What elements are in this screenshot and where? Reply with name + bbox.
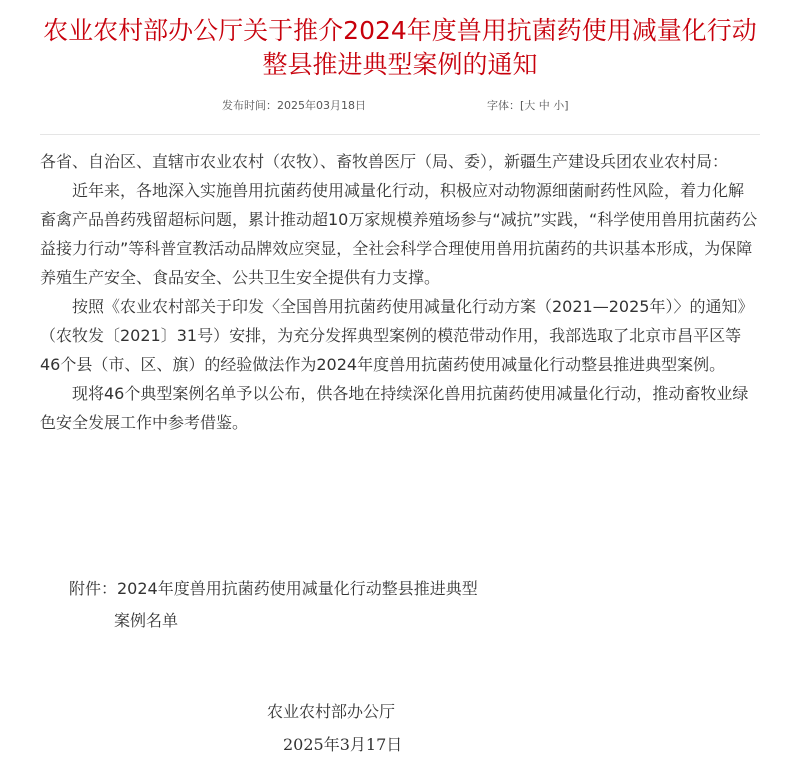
title-line-1: 农业农村部办公厅关于推介2024年度兽用抗菌药使用减量化行动 (43, 16, 757, 45)
title-line-2: 整县推进典型案例的通知 (262, 50, 538, 79)
font-size-selector (487, 97, 569, 113)
font-large-button[interactable]: 大 (524, 99, 536, 112)
publish-date-value: 2025年03月18日 (277, 99, 366, 112)
font-size-label: 字体： (487, 99, 520, 112)
article-title (0, 14, 800, 82)
paragraph-3: 现将46个典型案例名单予以公布，供各地在持续深化兽用抗菌药使用减量化行动，推动畜牧业绿色安全发展工作中参考借鉴。 (40, 384, 749, 432)
publish-date-label: 发布时间： (222, 99, 277, 112)
signature: 农业农村部办公厅 (267, 702, 396, 721)
signature-date: 2025年3月17日 (283, 735, 403, 754)
font-bracket-close: ] (564, 99, 569, 112)
paragraph-2: 按照《农业农村部关于印发〈全国兽用抗菌药使用减量化行动方案（2021—2025年）〉的通知》（农牧发〔2021〕31号）安排，为充分发挥典型案例的模范带动作用，我部选取了北京市昌平区等46个县（市、区、旗）的经验做法作为2024年度兽用抗菌药使用减量化行动整县推进典型案例。 (40, 297, 754, 374)
article-meta (0, 97, 800, 113)
salutation: 各省、自治区、直辖市农业农村（农牧）、畜牧兽医厅（局、委），新疆生产建设兵团农业农村局： (40, 152, 729, 171)
publish-date (222, 97, 366, 113)
article-body (40, 147, 758, 437)
attachment-link-continued[interactable]: 案例名单 (114, 611, 179, 630)
font-small-button[interactable]: 小 (553, 99, 565, 112)
paragraph-1: 近年来，各地深入实施兽用抗菌药使用减量化行动，积极应对动物源细菌耐药性风险，着力化解畜禽产品兽药残留超标问题，累计推动超10万家规模养殖场参与“减抗”实践，“科学使用兽用抗菌药公益接力行动”等科普宣教活动品牌效应突显，全社会科学合理使用兽用抗菌药的共识基本形成，为保障养殖生产安全、食品安全、公共卫生安全提供有力支撑。 (40, 181, 758, 287)
font-medium-button[interactable]: 中 (538, 99, 550, 112)
title-divider (40, 134, 760, 135)
attachment-link[interactable]: 附件：2024年度兽用抗菌药使用减量化行动整县推进典型 (69, 579, 478, 598)
font-bracket-open: [ (520, 99, 525, 112)
